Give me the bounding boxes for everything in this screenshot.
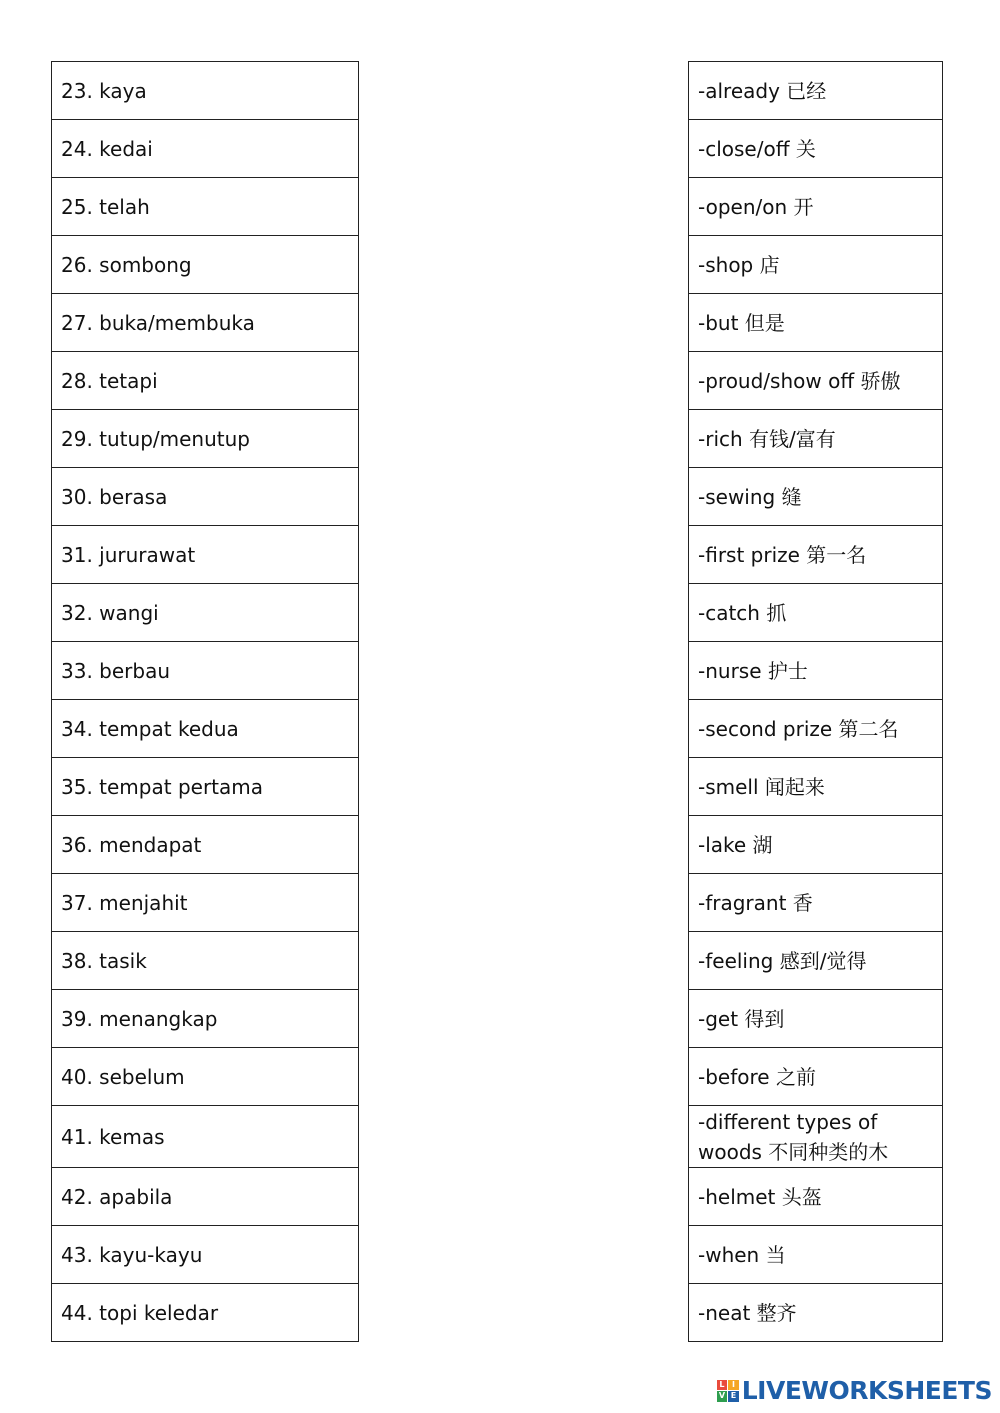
right-cell-catch[interactable]: -catch 抓 xyxy=(689,584,942,642)
right-cell-shop[interactable]: -shop 店 xyxy=(689,236,942,294)
right-cell-get[interactable]: -get 得到 xyxy=(689,990,942,1048)
logo-letter-i: I xyxy=(728,1380,739,1391)
logo-letter-v: V xyxy=(717,1391,728,1402)
right-cell-second-prize[interactable]: -second prize 第二名 xyxy=(689,700,942,758)
left-cell-23[interactable]: 23. kaya xyxy=(52,62,358,120)
liveworksheets-wordmark: LIVEWORKSHEETS xyxy=(741,1376,992,1405)
left-cell-27[interactable]: 27. buka/membuka xyxy=(52,294,358,352)
left-cell-32[interactable]: 32. wangi xyxy=(52,584,358,642)
left-cell-38[interactable]: 38. tasik xyxy=(52,932,358,990)
right-cell-rich[interactable]: -rich 有钱/富有 xyxy=(689,410,942,468)
left-cell-43[interactable]: 43. kayu-kayu xyxy=(52,1226,358,1284)
right-cell-helmet[interactable]: -helmet 头盔 xyxy=(689,1168,942,1226)
left-cell-29[interactable]: 29. tutup/menutup xyxy=(52,410,358,468)
right-cell-already[interactable]: -already 已经 xyxy=(689,62,942,120)
left-cell-35[interactable]: 35. tempat pertama xyxy=(52,758,358,816)
logo-letter-l: L xyxy=(717,1380,728,1391)
right-cell-close[interactable]: -close/off 关 xyxy=(689,120,942,178)
right-cell-sewing[interactable]: -sewing 缝 xyxy=(689,468,942,526)
left-cell-41-text: 41. kemas xyxy=(61,1125,165,1149)
right-cell-before[interactable]: -before 之前 xyxy=(689,1048,942,1106)
left-cell-42[interactable]: 42. apabila xyxy=(52,1168,358,1226)
liveworksheets-logo-icon xyxy=(717,1380,739,1402)
left-cell-36[interactable]: 36. mendapat xyxy=(52,816,358,874)
left-cell-44[interactable]: 44. topi keledar xyxy=(52,1284,358,1342)
left-cell-30[interactable]: 30. berasa xyxy=(52,468,358,526)
right-cell-lake[interactable]: -lake 湖 xyxy=(689,816,942,874)
logo-letter-e: E xyxy=(728,1391,739,1402)
left-cell-31[interactable]: 31. jururawat xyxy=(52,526,358,584)
left-cell-41[interactable] xyxy=(52,1106,358,1168)
left-cell-24[interactable]: 24. kedai xyxy=(52,120,358,178)
right-cell-nurse[interactable]: -nurse 护士 xyxy=(689,642,942,700)
liveworksheets-watermark xyxy=(717,1376,992,1405)
left-cell-33[interactable]: 33. berbau xyxy=(52,642,358,700)
right-cell-fragrant[interactable]: -fragrant 香 xyxy=(689,874,942,932)
left-cell-26[interactable]: 26. sombong xyxy=(52,236,358,294)
right-cell-smell[interactable]: -smell 闻起来 xyxy=(689,758,942,816)
left-cell-37[interactable]: 37. menjahit xyxy=(52,874,358,932)
right-cell-woods[interactable]: -different types of woods 不同种类的木 xyxy=(689,1106,942,1168)
right-cell-but[interactable]: -but 但是 xyxy=(689,294,942,352)
left-word-column xyxy=(51,61,359,1342)
right-cell-first-prize[interactable]: -first prize 第一名 xyxy=(689,526,942,584)
right-meaning-column xyxy=(688,61,943,1342)
left-cell-40[interactable]: 40. sebelum xyxy=(52,1048,358,1106)
right-cell-when[interactable]: -when 当 xyxy=(689,1226,942,1284)
left-cell-28[interactable]: 28. tetapi xyxy=(52,352,358,410)
left-cell-25[interactable]: 25. telah xyxy=(52,178,358,236)
right-cell-proud[interactable]: -proud/show off 骄傲 xyxy=(689,352,942,410)
right-cell-neat[interactable]: -neat 整齐 xyxy=(689,1284,942,1342)
right-cell-feeling[interactable]: -feeling 感到/觉得 xyxy=(689,932,942,990)
left-cell-34[interactable]: 34. tempat kedua xyxy=(52,700,358,758)
left-cell-39[interactable]: 39. menangkap xyxy=(52,990,358,1048)
right-cell-open[interactable]: -open/on 开 xyxy=(689,178,942,236)
